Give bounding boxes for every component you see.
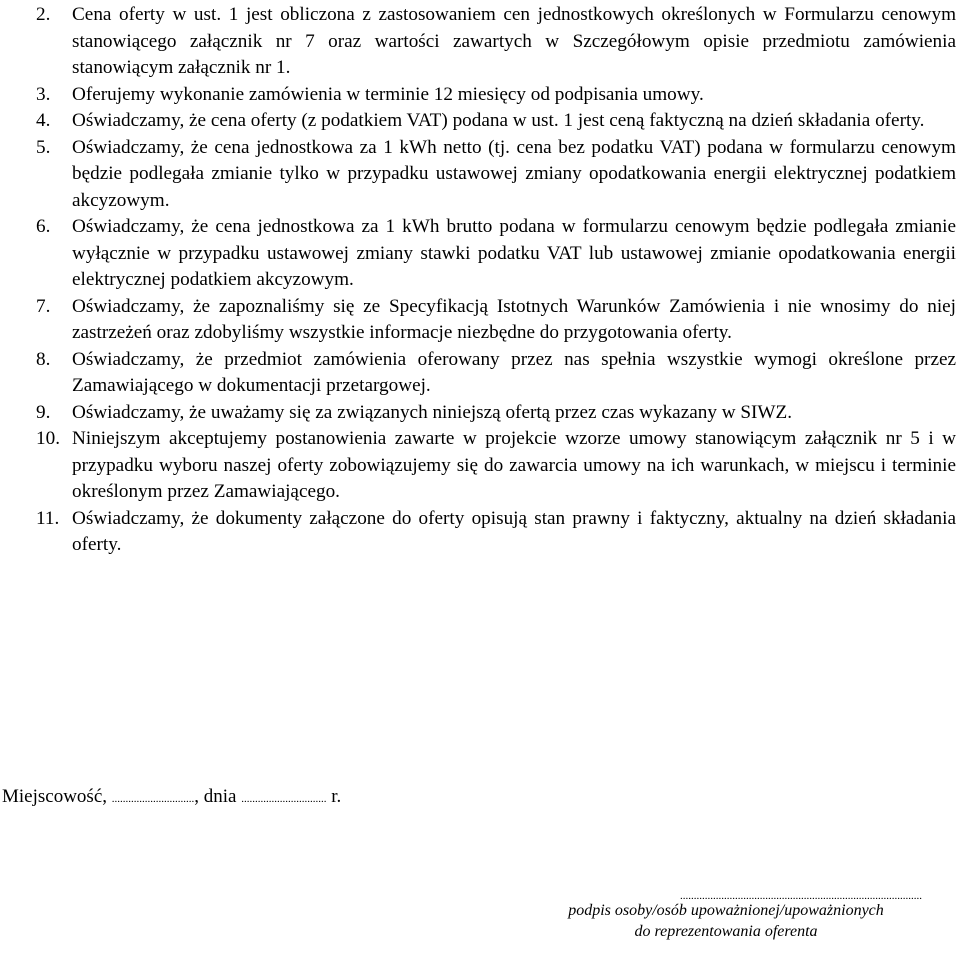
clause-text: Oświadczamy, że cena jednostkowa za 1 kWh netto (tj. cena bez podatku VAT) podana w formularzu cenowym będzie podlegała zmianie tylko w przypadku ustawowej zmiany opodatkowania energii elektrycznej podatkiem akcyzowym.: [72, 136, 956, 211]
clause-number: 9.: [36, 401, 51, 423]
clause-number: 11.: [36, 507, 60, 529]
signature-caption-line-2: do reprezentowania oferenta: [634, 923, 818, 940]
clause-text: Oświadczamy, że zapoznaliśmy się ze Specyfikacją Istotnych Warunków Zamówienia i nie wnosimy do niej zastrzeżeń oraz zdobyliśmy wszystkie informacje niezbędne do przygotowania oferty.: [72, 295, 956, 343]
clause-text: Oferujemy wykonanie zamówienia w terminie 12 miesięcy od podpisania umowy.: [72, 83, 704, 105]
clause-number: 3.: [36, 83, 51, 105]
clause-text: Oświadczamy, że dokumenty załączone do oferty opisują stan prawny i faktyczny, aktualny na dzień składania oferty.: [72, 507, 956, 555]
clause-text: Oświadczamy, że cena oferty (z podatkiem VAT) podana w ust. 1 jest ceną faktyczną na dzień składania oferty.: [72, 110, 925, 131]
date-label: , dnia: [194, 786, 242, 807]
place-fill-in: ..............................: [111, 793, 195, 805]
clause-number: 4.: [36, 110, 51, 131]
clause-number: 5.: [36, 136, 51, 158]
declaration-clauses: [0, 2, 956, 559]
date-fill-in: ...............................: [241, 793, 327, 805]
place-label: Miejscowość,: [2, 786, 112, 807]
clause-number: 10.: [36, 428, 60, 449]
place-date-line: [2, 785, 341, 811]
clause-number: 7.: [36, 295, 51, 317]
year-suffix: r.: [326, 786, 342, 807]
clause-4: [0, 108, 956, 135]
clause-text: Niniejszym akceptujemy postanowienia zawarte w projekcie wzorze umowy stanowiącym załącznik nr 5 i w przypadku wyboru naszej oferty zobowiązujemy się do zawarcia umowy na ich warunkach, w miejscu i terminie określonym przez Zamawiającego.: [72, 428, 956, 502]
clause-3: [0, 82, 956, 109]
clause-5: [0, 135, 956, 215]
signature-block: [500, 892, 952, 942]
clause-6: [0, 214, 956, 294]
clause-number: 6.: [36, 216, 51, 237]
clause-7: [0, 294, 956, 347]
clause-9: [0, 400, 956, 427]
clause-2: [0, 2, 956, 82]
clause-number: 2.: [36, 4, 51, 25]
clause-text: Oświadczamy, że przedmiot zamówienia oferowany przez nas spełnia wszystkie wymogi określone przez Zamawiającego w dokumentacji przetargowej.: [72, 348, 956, 396]
clause-text: Cena oferty w ust. 1 jest obliczona z zastosowaniem cen jednostkowych określonych w Formularzu cenowym stanowiącego załącznik nr 7 oraz wartości zawartych w Szczegółowym opisie przedmiotu zamówienia stanowiącym załącznik nr 1.: [72, 4, 956, 78]
clause-10: [0, 426, 956, 506]
clause-number: 8.: [36, 348, 51, 370]
clause-11: [0, 506, 956, 559]
signature-fill-in: ........................................................................................: [680, 890, 922, 902]
clause-8: [0, 347, 956, 400]
signature-caption-line-1: podpis osoby/osób upoważnionej/upoważnionych: [568, 902, 884, 919]
clause-text: Oświadczamy, że cena jednostkowa za 1 kWh brutto podana w formularzu cenowym będzie podlegała zmianie wyłącznie w przypadku ustawowej zmiany stawki podatku VAT lub ustawowej zmianie opodatkowania energii elektrycznej podatkiem akcyzowym.: [72, 216, 956, 290]
clause-text: Oświadczamy, że uważamy się za związanych niniejszą ofertą przez czas wykazany w SIWZ.: [72, 401, 793, 423]
